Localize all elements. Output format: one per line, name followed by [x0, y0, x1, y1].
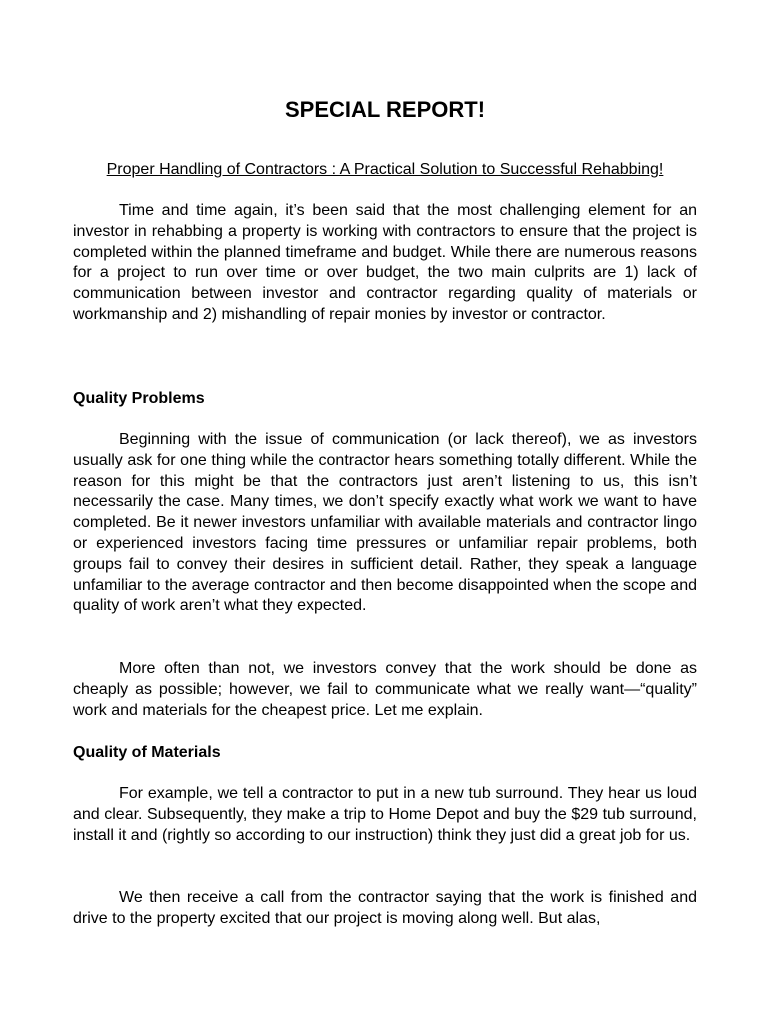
paragraph-intro: Time and time again, it’s been said that the most challenging element for an investor in rehabbing a property is working with contractors to ensure that the project is completed within the planned timeframe and budget. While there are numerous reasons for a project to run over time or over budget, the two main culprits are 1) lack of communication between investor and contractor regarding quality of materials or workmanship and 2) mishandling of repair monies by investor or contractor. [73, 202, 697, 323]
report-title: SPECIAL REPORT! [284, 97, 486, 122]
heading-quality-of-materials: Quality of Materials [73, 744, 221, 761]
paragraph-communication: Beginning with the issue of communication (or lack thereof), we as investors usually ask for one thing while the contractor hears something totally different. While the reason for this might be that the contractors just aren’t listening to us, this isn’t necessarily the case. Many times, we don’t specify exactly what work we want to have completed. Be it newer investors unfamiliar with available materials and contractor lingo or experienced investors facing time pressures or unfamiliar repair problems, both groups fail to convey their desires in sufficient detail. Rather, they speak a language unfamiliar to the average contractor and then become disappointed when the scope and quality of work aren’t what they expected. [73, 431, 697, 615]
paragraph-cheaply: More often than not, we investors convey that the work should be done as cheaply as possible; however, we fail to communicate what we really want—“quality” work and materials for the cheapest price. Let me explain. [73, 660, 697, 719]
paragraph-contractor-call: We then receive a call from the contractor saying that the work is finished and drive to the property excited that our project is moving along well. But alas, [73, 889, 697, 927]
paragraph-tub-surround: For example, we tell a contractor to put in a new tub surround. They hear us loud and clear. Subsequently, they make a trip to Home Depot and buy the $29 tub surround, install it and (rightly so according to our instruction) think they just did a great job for us. [73, 785, 697, 844]
report-subtitle: Proper Handling of Contractors : A Practical Solution to Successful Rehabbing! [106, 161, 664, 178]
heading-quality-problems: Quality Problems [73, 390, 205, 407]
